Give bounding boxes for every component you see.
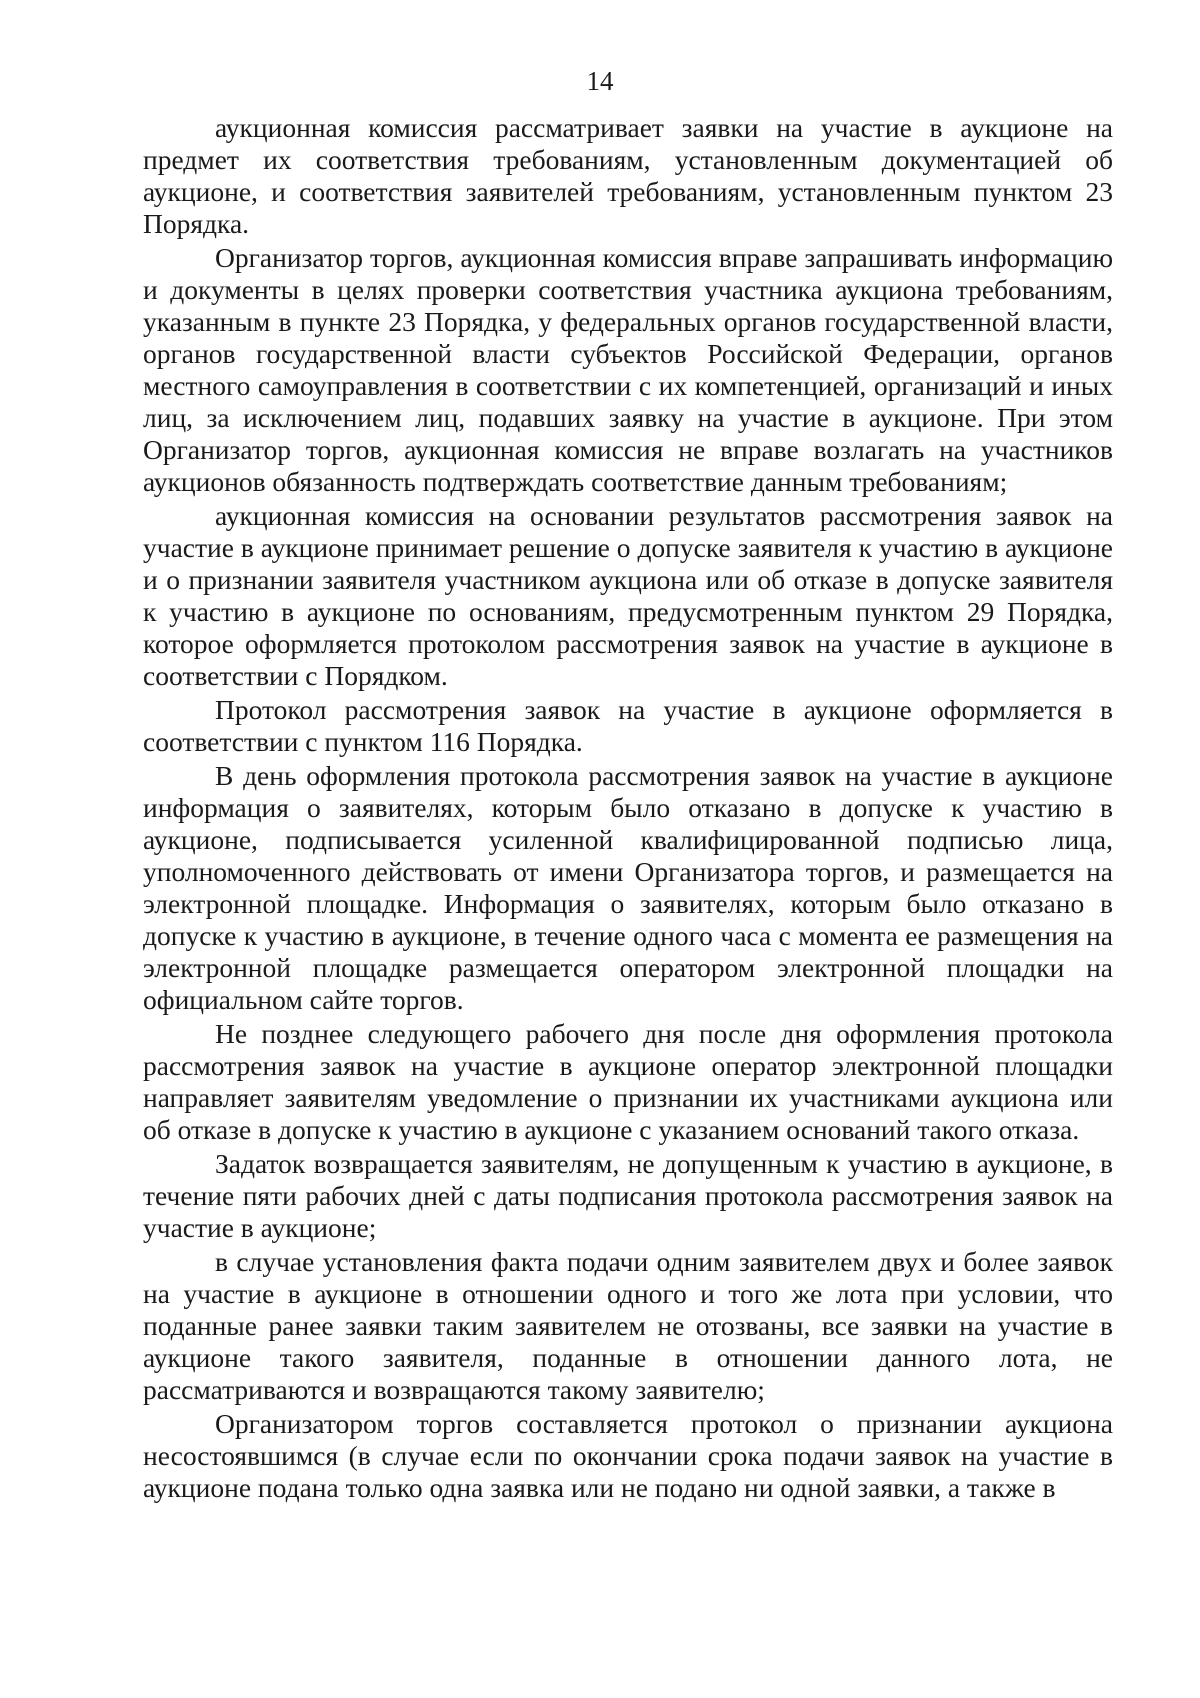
document-body bbox=[143, 112, 1113, 1506]
paragraph-protocol-formation: Протокол рассмотрения заявок на участие в аукционе оформляется в соответствии с пунктом 116 Порядка. bbox=[143, 694, 1113, 757]
paragraph-commission-review: аукционная комиссия рассматривает заявки на участие в аукционе на предмет их соответствия требованиям, установленным документацией об аукционе, и соответствия заявителей требованиям, установленным пунктом 23 Порядка. bbox=[143, 112, 1113, 239]
paragraph-rejected-applicants-info: В день оформления протокола рассмотрения заявок на участие в аукционе информация о заявителях, которым было отказано в допуске к участию в аукционе, подписывается усиленной квалифицированной подписью лица, уполномоченного действовать от имени Организатора торгов, и размещается на электронной площадке. Информация о заявителях, которым было отказано в допуске к участию в аукционе, в течение одного часа с момента ее размещения на электронной площадке размещается оператором электронной площадки на официальном сайте торгов. bbox=[143, 760, 1113, 1015]
paragraph-duplicate-applications: в случае установления факта подачи одним заявителем двух и более заявок на участие в аукционе в отношении одного и того же лота при условии, что поданные ранее заявки таким заявителем не отозваны, все заявки на участие в аукционе такого заявителя, поданные в отношении данного лота, не рассматриваются и возвращаются такому заявителю; bbox=[143, 1246, 1113, 1405]
paragraph-information-request: Организатор торгов, аукционная комиссия вправе запрашивать информацию и документы в целях проверки соответствия участника аукциона требованиям, указанным в пункте 23 Порядка, у федеральных органов государственной власти, органов государственной власти субъектов Российской Федерации, органов местного самоуправления в соответствии с их компетенцией, организаций и иных лиц, за исключением лиц, подавших заявку на участие в аукционе. При этом Организатор торгов, аукционная комиссия не вправе возлагать на участников аукционов обязанность подтверждать соответствие данным требованиям; bbox=[143, 242, 1113, 497]
paragraph-deposit-return: Задаток возвращается заявителям, не допущенным к участию в аукционе, в течение пяти рабочих дней с даты подписания протокола рассмотрения заявок на участие в аукционе; bbox=[143, 1148, 1113, 1243]
paragraph-failed-auction-protocol: Организатором торгов составляется протокол о признании аукциона несостоявшимся (в случае если по окончании срока подачи заявок на участие в аукционе подана только одна заявка или не подано ни одной заявки, а также в bbox=[143, 1408, 1113, 1503]
page-number: 14 bbox=[586, 66, 614, 96]
paragraph-operator-notification: Не позднее следующего рабочего дня после дня оформления протокола рассмотрения заявок на участие в аукционе оператор электронной площадки направляет заявителям уведомление о признании их участниками аукциона или об отказе в допуске к участию в аукционе с указанием оснований такого отказа. bbox=[143, 1018, 1113, 1145]
paragraph-admission-decision: аукционная комиссия на основании результатов рассмотрения заявок на участие в аукционе принимает решение о допуске заявителя к участию в аукционе и о признании заявителя участником аукциона или об отказе в допуске заявителя к участию в аукционе по основаниям, предусмотренным пунктом 29 Порядка, которое оформляется протоколом рассмотрения заявок на участие в аукционе в соответствии с Порядком. bbox=[143, 500, 1113, 691]
